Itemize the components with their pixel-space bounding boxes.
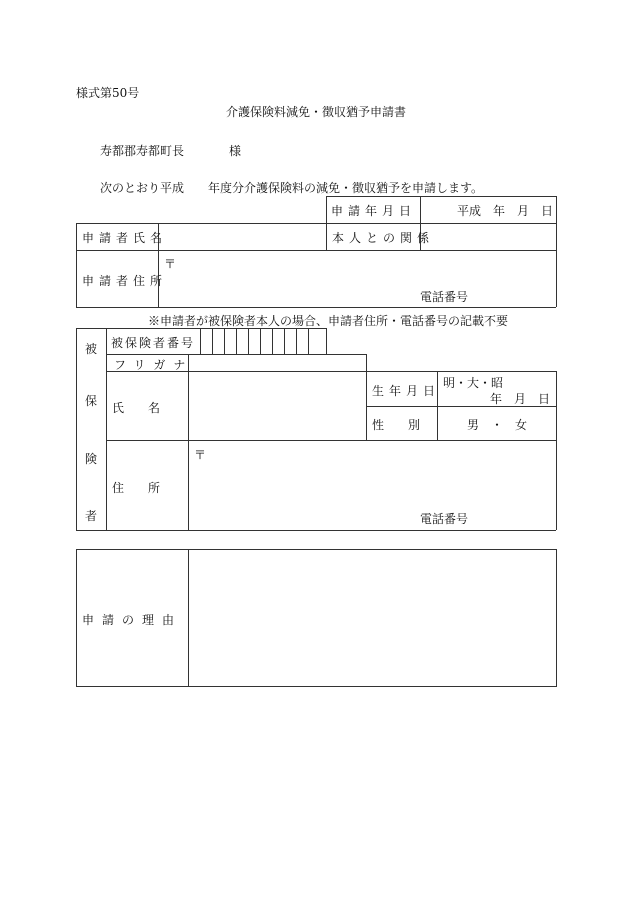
sex-label: 性 別 (372, 418, 421, 432)
insured-side-char-1: 被 (85, 342, 98, 356)
insured-side-char-2: 保 (85, 394, 98, 408)
applicant-name-label: 申請者氏名 (82, 231, 168, 245)
applicant-postal-mark: 〒 (164, 257, 177, 271)
insured-phone-label: 電話番号 (420, 512, 469, 526)
furigana-label: フリガナ (114, 358, 194, 372)
application-date-field[interactable]: 平成 年 月 日 (457, 204, 554, 218)
relation-field[interactable] (421, 224, 555, 249)
birth-date-label: 生年月日 (372, 384, 441, 398)
applicant-name-field[interactable] (160, 224, 325, 249)
insured-name-label: 氏 名 (112, 401, 161, 415)
relation-label: 本人との関係 (332, 231, 435, 245)
insured-side-char-4: 者 (85, 509, 98, 523)
insured-name-field[interactable] (189, 372, 365, 439)
applicant-address-field[interactable] (160, 251, 555, 306)
applicant-phone-label: 電話番号 (420, 290, 469, 304)
reason-field[interactable] (189, 550, 555, 685)
insured-address-field[interactable] (189, 441, 555, 529)
honorific: 様 (229, 144, 242, 158)
birth-date-field[interactable]: 年 月 日 (490, 392, 551, 406)
insured-postal-mark: 〒 (194, 448, 207, 462)
insured-side-char-3: 険 (85, 452, 98, 466)
form-number: 様式第50号 (76, 86, 140, 100)
reason-label: 申請の理由 (82, 613, 183, 627)
furigana-field[interactable] (189, 355, 365, 370)
sex-options[interactable]: 男 ・ 女 (467, 418, 528, 432)
insured-address-label: 住 所 (112, 481, 161, 495)
addressee: 寿都郡寿都町長 (100, 144, 185, 158)
birth-era-options[interactable]: 明・大・昭 (443, 376, 504, 390)
insured-number-field[interactable] (200, 329, 326, 354)
note-text: ※申請者が被保険者本人の場合、申請者住所・電話番号の記載不要 (148, 314, 509, 328)
intro-text: 次のとおり平成 年度分介護保険料の減免・徴収猶予を申請します。 (100, 181, 484, 195)
form-title: 介護保険料減免・徴収猶予申請書 (226, 105, 407, 119)
application-date-label: 申請年月日 (331, 204, 417, 218)
applicant-address-label: 申請者住所 (82, 274, 168, 288)
insured-number-label: 被保険者番号 (111, 336, 196, 350)
